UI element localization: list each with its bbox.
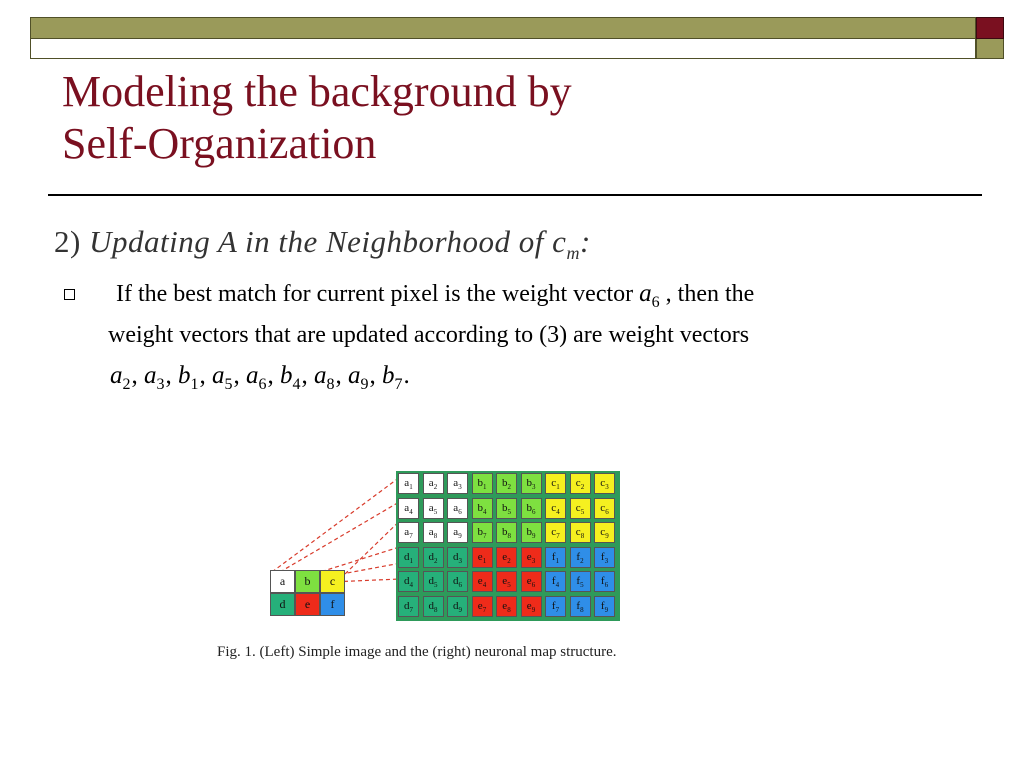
subheading-text: Updating A in the Neighborhood of (89, 224, 553, 259)
title-line-2: Self-Organization (62, 119, 377, 168)
map-cell-f7: $f_7$ (545, 596, 566, 617)
map-cell-a5: $a_5$ (423, 498, 444, 519)
map-cell-e2: $e_2$ (496, 547, 517, 568)
map-cell-d4: $d_4$ (398, 571, 419, 592)
map-cell-f6: $f_6$ (594, 571, 615, 592)
separator: , (369, 362, 382, 389)
map-cell-e8: $e_8$ (496, 596, 517, 617)
map-cell-a2: $a_2$ (423, 473, 444, 494)
vector-a6: $a_6$ (246, 362, 267, 393)
leader-line-0 (272, 477, 400, 572)
separator: , (335, 362, 348, 389)
map-cell-d2: $d_2$ (423, 547, 444, 568)
map-cell-e4: $e_4$ (472, 571, 493, 592)
figure-caption: Fig. 1. (Left) Simple image and the (right) neuronal map structure. (217, 644, 617, 660)
vector-b4: $b_4$ (280, 362, 301, 393)
map-cell-d6: $d_6$ (447, 571, 468, 592)
map-cell-a3: $a_3$ (447, 473, 468, 494)
accent-block-olive (976, 39, 1004, 59)
map-cell-b1: $b_1$ (472, 473, 493, 494)
map-cell-e5: $e_5$ (496, 571, 517, 592)
map-cell-b5: $b_5$ (496, 498, 517, 519)
map-cell-e3: $e_3$ (521, 547, 542, 568)
map-cell-b3: $b_3$ (521, 473, 542, 494)
map-cell-c1: $c_1$ (545, 473, 566, 494)
bullet-line-2: weight vectors that are updated according to (3) are weight vectors (108, 322, 750, 348)
map-cell-c5: $c_5$ (570, 498, 591, 519)
section-subheading (54, 224, 591, 264)
map-cell-e1: $e_1$ (472, 547, 493, 568)
map-cell-b4: $b_4$ (472, 498, 493, 519)
subheading-number: 2) (54, 224, 81, 259)
map-cell-a7: $a_7$ (398, 522, 419, 543)
title-line-1: Modeling the background by (62, 67, 572, 116)
map-cell-c6: $c_6$ (594, 498, 615, 519)
map-cell-f1: $f_1$ (545, 547, 566, 568)
map-cell-f5: $f_5$ (570, 571, 591, 592)
simple-cell-a: a (270, 570, 295, 593)
separator: , (165, 362, 178, 389)
separator: , (267, 362, 280, 389)
vector-b1: $b_1$ (178, 362, 199, 393)
simple-cell-c: c (320, 570, 345, 593)
map-cell-d9: $d_9$ (447, 596, 468, 617)
map-cell-d3: $d_3$ (447, 547, 468, 568)
header-bar-bottom (30, 39, 976, 59)
bullet-line-1-after: , then the (659, 281, 755, 307)
best-match-vector: $a_6$ (639, 280, 660, 311)
map-cell-a6: $a_6$ (447, 498, 468, 519)
map-cell-c8: $c_8$ (570, 522, 591, 543)
subheading-symbol: c (552, 224, 567, 259)
map-cell-c2: $c_2$ (570, 473, 591, 494)
map-cell-e7: $e_7$ (472, 596, 493, 617)
vector-a2: $a_2$ (110, 362, 131, 393)
slide-title (62, 66, 942, 170)
simple-cell-e: e (295, 593, 320, 616)
subheading-suffix: : (579, 224, 591, 259)
map-cell-b9: $b_9$ (521, 522, 542, 543)
map-cell-a9: $a_9$ (447, 522, 468, 543)
title-divider (48, 194, 982, 196)
map-cell-e6: $e_6$ (521, 571, 542, 592)
map-cell-c3: $c_3$ (594, 473, 615, 494)
map-cell-a1: $a_1$ (398, 473, 419, 494)
map-cell-d5: $d_5$ (423, 571, 444, 592)
map-cell-d1: $d_1$ (398, 547, 419, 568)
accent-block-red (976, 17, 1004, 39)
vector-a9: $a_9$ (348, 362, 369, 393)
map-cell-f9: $f_9$ (594, 596, 615, 617)
simple-cell-d: d (270, 593, 295, 616)
subheading-symbol-sub: m (566, 243, 580, 264)
map-cell-f3: $f_3$ (594, 547, 615, 568)
map-cell-c7: $c_7$ (545, 522, 566, 543)
map-cell-c4: $c_4$ (545, 498, 566, 519)
separator: , (233, 362, 246, 389)
vector-a3: $a_3$ (144, 362, 165, 393)
vector-a5: $a_5$ (212, 362, 233, 393)
map-cell-f8: $f_8$ (570, 596, 591, 617)
map-cell-a8: $a_8$ (423, 522, 444, 543)
separator: , (199, 362, 212, 389)
map-cell-e9: $e_9$ (521, 596, 542, 617)
map-cell-d7: $d_7$ (398, 596, 419, 617)
simple-cell-b: b (295, 570, 320, 593)
updated-vectors-list (110, 362, 410, 394)
simple-cell-f: f (320, 593, 345, 616)
header-bar-top (30, 17, 976, 39)
map-cell-a4: $a_4$ (398, 498, 419, 519)
list-end: . (403, 362, 410, 389)
map-cell-c9: $c_9$ (594, 522, 615, 543)
map-cell-f2: $f_2$ (570, 547, 591, 568)
neuronal-map-figure (260, 465, 630, 625)
separator: , (131, 362, 144, 389)
map-cell-b7: $b_7$ (472, 522, 493, 543)
leader-line-1 (280, 502, 400, 573)
bullet-line-1-before: If the best match for current pixel is the weight vector (116, 281, 640, 307)
map-cell-b2: $b_2$ (496, 473, 517, 494)
separator: , (301, 362, 314, 389)
bullet-line-1 (116, 280, 754, 312)
vector-a8: $a_8$ (314, 362, 335, 393)
vector-b7: $b_7$ (382, 362, 403, 393)
map-cell-d8: $d_8$ (423, 596, 444, 617)
map-cell-b8: $b_8$ (496, 522, 517, 543)
bullet-square-icon (64, 289, 75, 300)
map-cell-b6: $b_6$ (521, 498, 542, 519)
map-cell-f4: $f_4$ (545, 571, 566, 592)
